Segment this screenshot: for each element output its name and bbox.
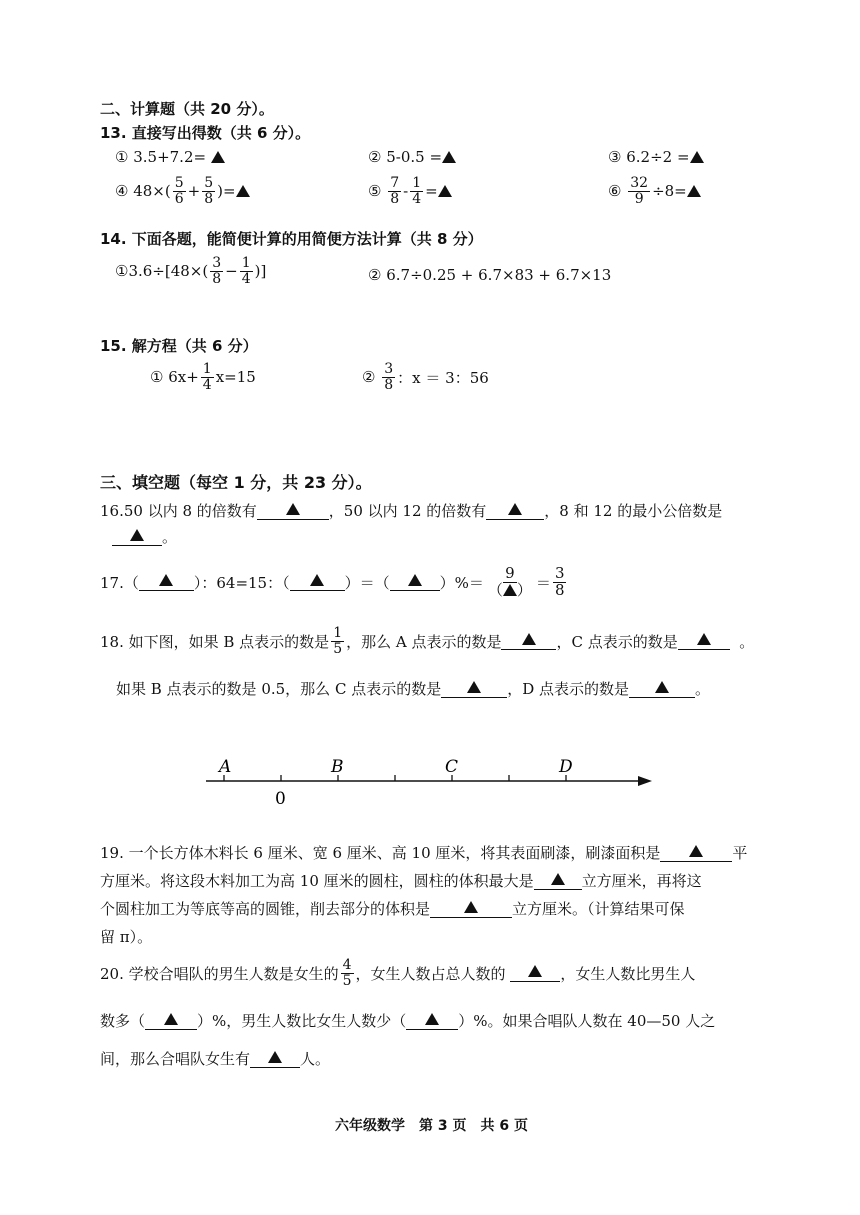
fraction [486,566,534,599]
q19-line3 [100,898,685,919]
triangle-icon [528,965,542,977]
denominator: 5 [342,972,352,989]
q17-text-b: ）：64=15：（ [193,573,290,592]
q20-text-c: ，女生人数比男生人 [560,964,696,983]
fraction [201,362,214,392]
denominator: 8 [390,190,400,207]
answer-blank[interactable] [112,528,162,546]
fraction [410,176,423,206]
q16-text-c: ，8 和 12 的最小公倍数是 [544,502,723,520]
q19-text-a: 19. 一个长方体木料长 6 厘米、宽 6 厘米、高 10 厘米，将其表面刷漆，刷漆面积是 [100,844,661,862]
triangle-icon [690,151,704,163]
q20-line3 [100,1048,330,1069]
q13-item4-post: )= [217,182,236,201]
numerator: 9 [505,564,515,582]
denominator: 4 [412,190,422,207]
q13-item6-post: ÷8= [652,182,687,201]
q19-line1 [100,842,747,863]
equals-sign: = [425,182,438,201]
triangle-icon [697,633,711,645]
section2-title: 二、计算题（共 20 分）。 [100,100,274,118]
denominator: 5 [333,640,343,657]
q17-text-c: ）＝（ [344,573,390,592]
q20-text-e: ）%，男生人数比女生人数少（ [197,1012,407,1030]
numerator: 3 [554,564,565,582]
answer-blank[interactable] [257,502,329,520]
q16-text-b: ，50 以内 12 的倍数有 [328,502,487,520]
q16-line1 [100,500,722,521]
answer-blank[interactable] [660,844,732,862]
triangle-icon [464,901,478,913]
q18-text-b: ，那么 A 点表示的数是 [346,632,502,651]
q13-item4 [115,176,250,206]
q14-item2: ② 6.7÷0.25 + 6.7×83 + 6.7×13 [368,266,612,284]
q20-text-d: 数多（ [100,1012,146,1030]
q16-line2 [112,526,177,547]
q13-item1 [115,148,225,166]
q18-text-e: 如果 B 点表示的数是 0.5，那么 C 点表示的数是 [116,680,442,698]
q19-text-b: 平 [732,844,748,862]
numerator: 1 [412,175,422,191]
minus-sign: - [403,182,409,201]
fraction [331,626,344,656]
section3-title: 三、填空题（每空 1 分，共 23 分）。 [100,473,372,492]
q19-text-f: 立方厘米。（计算结果可保 [512,900,685,918]
q20-line1 [100,958,695,988]
q20-line2 [100,1010,715,1031]
q15-item1-pre: ① 6x+ [150,368,199,387]
q20-text-f: ）%。如果合唱队人数在 40—50 人之 [458,1012,716,1030]
triangle-icon [522,633,536,645]
triangle-icon [159,574,173,586]
numerator: 5 [174,175,184,191]
q19-line4: 留 π）。 [100,928,153,946]
numerator: 32 [630,175,649,191]
numerator: 4 [342,957,352,973]
q13-title: 13. 直接写出得数（共 6 分）。 [100,124,311,142]
denominator: 9 [634,190,644,207]
q18-text-a: 18. 如下图，如果 B 点表示的数是 [100,632,330,651]
answer-blank[interactable] [430,900,512,918]
denominator: 4 [202,376,212,393]
q16-text-a: 16.50 以内 8 的倍数有 [100,502,257,520]
arrow-icon [638,776,652,786]
label-zero: 0 [275,789,286,809]
fraction [388,176,401,206]
triangle-icon [164,1013,178,1025]
denominator: 6 [174,190,184,207]
answer-blank[interactable] [510,964,560,982]
q20-text-g: 间，那么合唱队女生有 [100,1050,251,1068]
numerator: 1 [333,625,343,641]
numerator: 7 [390,175,400,191]
q18-text-g: 。 [695,680,711,698]
number-line-figure [200,750,660,810]
triangle-icon [503,584,517,596]
triangle-icon [442,151,456,163]
triangle-icon [655,681,669,693]
q19-text-c: 方厘米。将这段木料加工为高 10 厘米的圆柱，圆柱的体积最大是 [100,872,534,890]
denominator: 8 [554,580,565,599]
q19-text-e: 个圆柱加工为等底等高的圆锥，削去部分的体积是 [100,900,431,918]
q13-item5 [368,176,452,206]
denominator: 4 [241,270,251,287]
answer-blank[interactable] [406,1012,458,1030]
triangle-icon [408,574,422,586]
numerator: 5 [204,175,214,191]
q17-text-e: ＝ [535,573,551,592]
q18-text-d: 。 [739,632,755,651]
fraction [341,958,354,988]
triangle-icon [551,873,565,885]
q14-item1-post: )] [254,262,267,281]
q15-item2-post: ：x ＝ 3：56 [397,368,489,387]
triangle-icon [236,185,250,197]
denominator: 8 [212,270,222,287]
q15-item1 [150,362,256,392]
numerator: 3 [212,255,222,271]
label-c: C [445,757,459,777]
q20-text-h: 人。 [300,1050,331,1068]
q18-text-f: ，D 点表示的数是 [507,680,629,698]
paren-close: ） [516,580,532,599]
label-d: D [559,757,573,777]
answer-blank[interactable] [629,680,695,698]
numerator: 1 [241,255,251,271]
paren-open: （ [487,580,503,599]
fraction [628,176,650,206]
triangle-icon [687,185,701,197]
q17-text-d: ）%＝ [439,573,484,592]
q13-item2 [368,148,456,166]
q13-item6-pre: ⑥ [608,182,622,201]
triangle-icon [310,574,324,586]
q14-item1-pre: ①3.6÷[48×( [115,262,209,281]
answer-blank[interactable] [534,872,582,890]
answer-blank[interactable] [501,632,556,650]
label-b: B [331,757,344,777]
numerator: 3 [384,361,394,377]
q15-item2 [362,362,489,392]
label-a: A [219,757,232,777]
page-footer: 六年级数学 第 3 页 共 6 页 [335,1118,528,1134]
q13-item3 [608,148,704,166]
fraction [240,256,253,286]
fraction [202,176,215,206]
q18-text-c: ，C 点表示的数是 [556,632,678,651]
q20-text-b: ，女生人数占总人数的 [355,964,506,983]
q13-item4-pre: ④ 48×( [115,182,171,201]
q13-item2-text: ② 5-0.5 = [368,148,443,166]
q13-item3-text: ③ 6.2÷2 = [608,148,690,166]
q15-title: 15. 解方程（共 6 分） [100,337,258,355]
fraction [382,362,395,392]
triangle-icon [130,529,144,541]
q13-item1-text: ① 3.5+7.2= [115,148,207,166]
answer-blank[interactable] [486,502,544,520]
q19-line2 [100,870,702,891]
triangle-icon [425,1013,439,1025]
fraction [173,176,186,206]
denominator: 8 [384,376,394,393]
fraction [553,566,567,599]
q18-line1 [100,626,754,656]
answer-blank[interactable] [390,573,440,591]
q18-line2 [116,678,710,699]
plus-sign: + [187,182,201,201]
q15-item1-post: x=15 [215,368,256,387]
answer-blank[interactable] [441,680,507,698]
q13-item5-pre: ⑤ [368,182,382,201]
denominator [486,580,534,599]
triangle-icon [467,681,481,693]
q17-line [100,566,568,599]
fraction [210,256,223,286]
triangle-icon [689,845,703,857]
minus-sign: − [225,262,238,281]
q14-item1 [115,256,266,286]
denominator: 8 [204,190,214,207]
answer-blank[interactable] [139,573,194,591]
triangle-icon [286,503,300,515]
answer-blank[interactable] [250,1050,300,1068]
q16-text-d: 。 [162,528,178,546]
q14-title: 14. 下面各题，能简便计算的用简便方法计算（共 8 分） [100,230,483,248]
answer-blank[interactable] [145,1012,197,1030]
q20-text-a: 20. 学校合唱队的男生人数是女生的 [100,964,339,983]
q15-item2-pre: ② [362,368,376,387]
triangle-icon [211,151,225,163]
q13-item6 [608,176,701,206]
triangle-icon [268,1051,282,1063]
answer-blank[interactable] [678,632,730,650]
numerator: 1 [202,361,212,377]
answer-blank[interactable] [290,573,345,591]
triangle-icon [508,503,522,515]
q17-text-a: 17.（ [100,573,139,592]
triangle-icon [438,185,452,197]
q19-text-d: 立方厘米，再将这 [581,872,702,890]
